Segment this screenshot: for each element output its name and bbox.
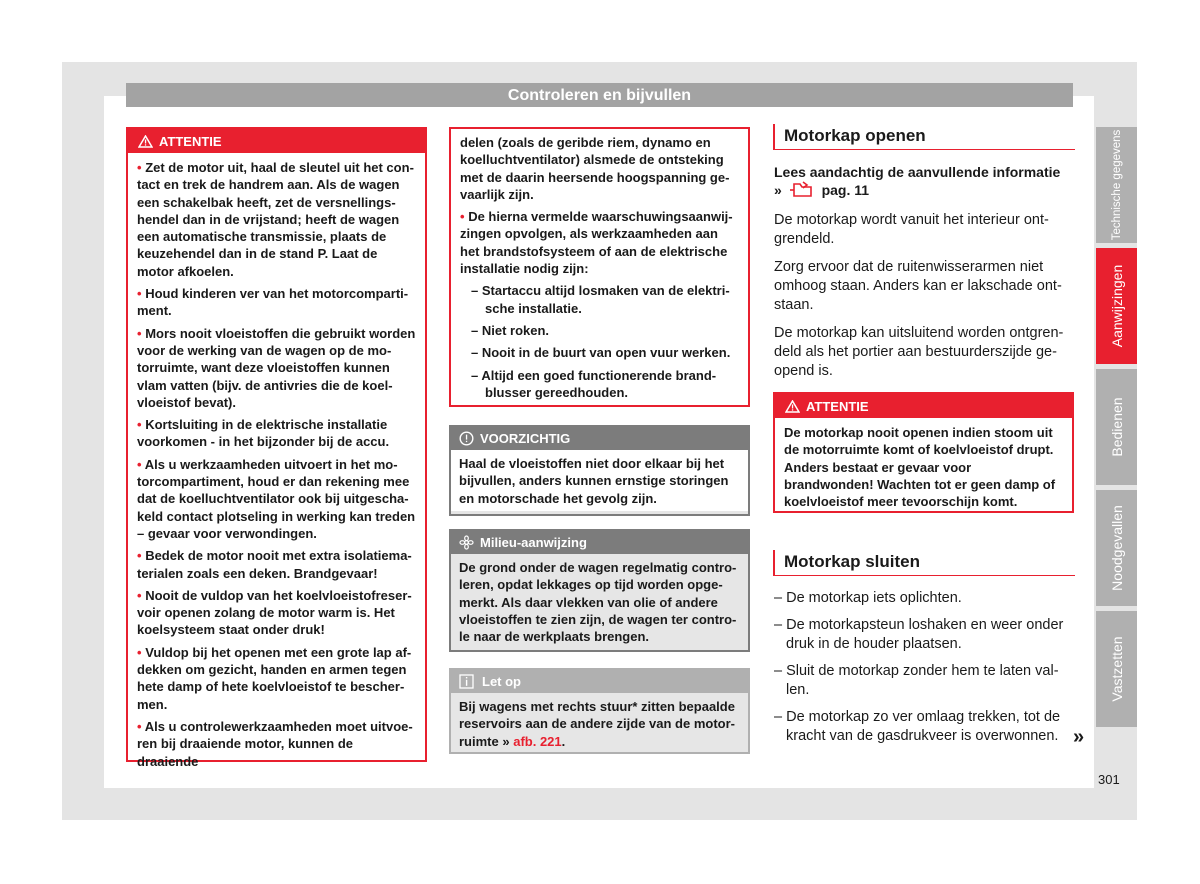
attention-text: De motorkap nooit openen indien stoom uit de motorruimte komt of koelvloeistof drupt. Anders bestaat er gevaar voor brandwonden! Wachten tot er geen damp of koelvloeistof meer tevoorschijn komt.: [784, 425, 1056, 510]
note-label: Let op: [482, 674, 521, 689]
warning-bullet: • De hierna vermelde waarschuwingsaanwijzingen opvolgen, als werkzaamheden aan het brandstofsysteem of aan de elektrische installatie nodig zijn:: [460, 209, 733, 277]
paragraph: Zorg ervoor dat de ruitenwisserarmen niet omhoog staan. Anders kan er lakschade ontstaan.: [774, 259, 1062, 313]
warning-dash-item: – Nooit in de buurt van open vuur werken.: [471, 345, 731, 361]
warning-bullet: • Nooit de vuldop van het koelvloeistofreservoir openen zolang de motor warm is. Het koelsysteem staat onder druk!: [137, 587, 412, 638]
attention-box-right: [773, 392, 1074, 513]
exclamation-circle-icon: [459, 430, 474, 454]
attention-body: [128, 153, 425, 781]
page-reference-link[interactable]: pag. 11: [821, 182, 870, 198]
step-item: – De motorkap zo ver omlaag trekken, tot de kracht van de gasdrukveer is overwonnen.: [774, 709, 1061, 744]
warning-dash-item: – Altijd een goed functionerende brandblusser gereedhouden.: [471, 367, 717, 400]
note-text: Bij wagens met rechts stuur* zitten bepaalde reservoirs aan de andere zijde van de motorruimte » afb. 221.: [459, 699, 736, 749]
attention-label: ATTENTIE: [159, 134, 222, 149]
motorkap-sluiten-steps: [774, 589, 1074, 754]
section-title-motorkap-sluiten: Motorkap sluiten: [773, 550, 1075, 576]
chapter-header: Controleren en bijvullen: [126, 83, 1073, 107]
warning-dash-item: – Niet roken.: [471, 322, 550, 338]
warning-bullet: • Als u werkzaamheden uitvoert in het motorcompartiment, houd er dan rekening mee dat de koelluchtventilator ook bij uitgeschakeld contact plotseling in werking kan treden – gevaar voor verwondingen.: [137, 456, 416, 541]
warning-bullet: • Houd kinderen ver van het motorcompartiment.: [137, 286, 409, 319]
attention-box-continued: [449, 127, 750, 407]
tab-vastzetten[interactable]: Vastzetten: [1096, 611, 1137, 727]
attention-box-left: [126, 127, 427, 769]
environment-header: [451, 531, 748, 554]
caution-label: VOORZICHTIG: [480, 431, 571, 446]
environment-label: Milieu-aanwijzing: [480, 535, 587, 550]
attention-continued-body: [451, 129, 748, 412]
warning-bullet: • Zet de motor uit, haal de sleutel uit het contact en trek de handrem aan. Als de wagen een schakelbak heeft, zet de versnellingshendel dan in de vrijstand; heeft de wagen een automatische transmissie, plaats de keuzehendel dan in de stand P. Laat de motor afkoelen.: [137, 160, 414, 279]
attention-header: [128, 129, 425, 153]
tab-noodgevallen[interactable]: Noodgevallen: [1096, 490, 1137, 606]
warning-bullet: • Kortsluiting in de elektrische installatie voorkomen - in het bijzonder bij de accu.: [137, 417, 390, 450]
tab-bedienen[interactable]: Bedienen: [1096, 369, 1137, 485]
tab-aanwijzingen[interactable]: Aanwijzingen: [1096, 248, 1137, 364]
caution-text: Haal de vloeistoffen niet door elkaar bij het bijvullen, anders kunnen ernstige storingen en motorschade het gevolg zijn.: [451, 450, 748, 511]
reference-arrow: »: [774, 182, 782, 198]
attention-header: [775, 394, 1072, 418]
warning-bullet: • Bedek de motor nooit met extra isolatiematerialen zoals een deken. Brandgevaar!: [137, 548, 412, 581]
page-number: 301: [1098, 772, 1120, 787]
step-item: – De motorkapsteun loshaken en weer onder druk in de houder plaatsen.: [774, 617, 1064, 652]
reference-arrow: »: [502, 733, 510, 749]
continued-text: delen (zoals de geribde riem, dynamo en koelluchtventilator) alsmede de ontsteking met de daarin heersende hoogspanning gevaarlijk zijn.: [460, 135, 730, 202]
caution-header: [451, 427, 748, 450]
book-reference-icon: [789, 181, 815, 202]
note-header: [451, 670, 748, 693]
environment-flower-icon: [459, 534, 474, 558]
warning-triangle-icon: [785, 396, 800, 421]
environment-box: [449, 529, 750, 652]
tab-technische-gegevens[interactable]: Technische gegevens: [1096, 127, 1137, 243]
step-item: – De motorkap iets oplichten.: [774, 590, 962, 606]
step-item: – Sluit de motorkap zonder hem te laten vallen.: [774, 663, 1059, 698]
paragraph: De motorkap wordt vanuit het interieur ontgrendeld.: [774, 212, 1049, 247]
warning-triangle-icon: [138, 131, 153, 156]
warning-bullet: • Mors nooit vloeistoffen die gebruikt worden voor de werking van de wagen op de motorruimte, want deze vloeistoffen kunnen vlam vatten (bijv. de antivries die de koelvloeistof bevat).: [137, 325, 416, 410]
paragraph: De motorkap kan uitsluitend worden ontgrendeld als het portier aan bestuurderszijde geopend is.: [774, 325, 1064, 379]
motorkap-openen-text: [774, 163, 1074, 390]
note-box: [449, 668, 750, 754]
caution-box: [449, 425, 750, 516]
continue-mark: »: [1073, 726, 1085, 748]
figure-reference-link[interactable]: afb. 221: [513, 733, 562, 749]
read-info-line: Lees aandachtig de aanvullende informatie » pag. 11: [774, 163, 1074, 202]
info-icon: [459, 673, 474, 697]
warning-bullet: • Vuldop bij het openen met een grote lap afdekken om gezicht, handen en armen tegen hete damp of hete koelvloeistof te beschermen.: [137, 644, 412, 712]
environment-text: De grond onder de wagen regelmatig controleren, opdat lekkages op tijd worden opgemerkt. Als daar vlekken van olie of andere vloeistoffen te zien zijn, de wagen ter controle naar de werkplaats brengen.: [459, 560, 737, 645]
warning-bullet: • Als u controlewerkzaamheden moet uitvoeren bij draaiende motor, kunnen de draaiende: [137, 718, 413, 769]
section-title-motorkap-openen: Motorkap openen: [773, 124, 1075, 150]
attention-label: ATTENTIE: [806, 399, 869, 414]
warning-dash-item: – Startaccu altijd losmaken van de elektrische installatie.: [471, 283, 730, 316]
